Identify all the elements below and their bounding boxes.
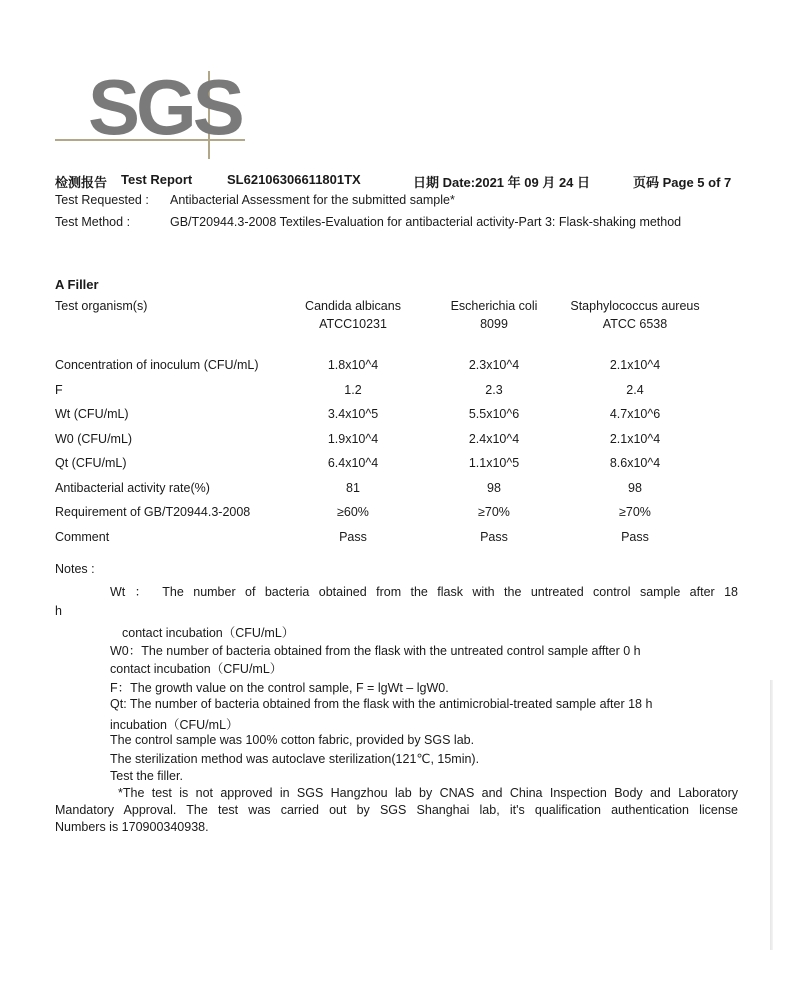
note-control: The control sample was 100% cotton fabric, provided by SGS lab.: [110, 733, 475, 747]
row-label: Comment: [55, 529, 110, 544]
note-approval-1: *The test is not approved in SGS Hangzhou lab by CNAS and China Inspection Body and Laboratory: [118, 786, 738, 800]
row-label: Qt (CFU/mL): [55, 456, 127, 470]
row-value: 2.3x10^4: [468, 358, 520, 372]
report-label-en: Test Report: [121, 172, 193, 187]
note-sterilization: The sterilization method was autoclave sterilization(121℃, 15min).: [110, 752, 480, 766]
row-label: Wt (CFU/mL): [55, 407, 129, 421]
note-w0-cont: contact incubation（CFU/mL）: [110, 662, 283, 676]
table-row: [55, 503, 708, 528]
organism-col-1: [280, 297, 426, 356]
table-row: [55, 528, 708, 553]
section-title: A Filler: [55, 277, 99, 292]
row-value: 2.4x10^4: [468, 431, 520, 446]
row-value: 81: [346, 480, 360, 495]
row-value: 2.1x10^4: [609, 358, 661, 372]
row-label: Concentration of inoculum (CFU/mL): [55, 358, 259, 372]
row-value: 2.1x10^4: [609, 431, 661, 446]
note-approval-2: Mandatory Approval. The test was carried out by SGS Shanghai lab, it's qualification authentication license: [55, 803, 738, 817]
note-wt: Wt ： The number of bacteria obtained from the flask with the untreated control sample after 18: [110, 585, 738, 599]
row-value: 1.8x10^4: [327, 358, 379, 372]
note-qt: Qt: The number of bacteria obtained from the flask with the antimicrobial-treated sample after 18 h: [110, 697, 653, 711]
row-value: 3.4x10^5: [327, 407, 379, 421]
row-value: 8.6x10^4: [609, 456, 661, 470]
note-wt-wrap: h: [55, 604, 62, 618]
table-row: [55, 381, 708, 406]
organism-name: Staphylococcus aureus: [570, 299, 700, 313]
row-label: F: [55, 382, 63, 397]
report-label-cn: 检测报告: [55, 175, 108, 190]
row-value: 5.5x10^6: [468, 407, 520, 421]
table-header-row: [55, 297, 708, 356]
row-value: 1.9x10^4: [327, 431, 379, 446]
row-value: 1.2: [344, 382, 362, 397]
table-row: [55, 405, 708, 430]
test-method-value: GB/T20944.3-2008 Textiles-Evaluation for antibacterial activity-Part 3: Flask-shaking method: [170, 215, 682, 229]
organism-strain: ATCC10231: [319, 317, 387, 331]
organism-col-3: [562, 297, 708, 356]
row-value: 6.4x10^4: [327, 456, 379, 470]
organism-col-2: [426, 297, 562, 356]
note-qt-cont: incubation（CFU/mL）: [110, 718, 239, 732]
organism-strain: ATCC 6538: [602, 317, 668, 331]
organism-name: Candida albicans: [305, 299, 401, 313]
row-value: ≥60%: [337, 505, 369, 519]
results-table: [55, 297, 708, 552]
row-value: ≥70%: [619, 505, 651, 519]
table-row: [55, 430, 708, 455]
sgs-logo: [55, 63, 241, 155]
row-value: 1.1x10^5: [468, 456, 520, 470]
row-value: 98: [487, 480, 501, 495]
table-row: [55, 479, 708, 504]
header-label: Test organism(s): [55, 299, 148, 313]
row-label: Antibacterial activity rate(%): [55, 480, 210, 495]
note-filler: Test the filler.: [110, 769, 183, 783]
notes-title: Notes :: [55, 562, 95, 576]
note-w0: W0：The number of bacteria obtained from the flask with the untreated control sample affter 0 h: [110, 644, 641, 658]
row-value: 2.3: [485, 382, 503, 397]
logo-wordmark: SGS: [88, 63, 241, 151]
report-date: 日期 Date:2021 年 09 月 24 日: [413, 175, 591, 190]
row-value: 2.4: [626, 382, 644, 397]
test-requested-value: Antibacterial Assessment for the submitted sample*: [170, 193, 455, 207]
organism-name: Escherichia coli: [450, 299, 538, 313]
row-label: Requirement of GB/T20944.3-2008: [55, 505, 251, 519]
report-number: SL62106306611801TX: [227, 172, 361, 187]
scan-edge-artifact: [770, 680, 773, 950]
row-value: 4.7x10^6: [609, 407, 661, 421]
row-value: ≥70%: [478, 505, 510, 519]
note-f: F：The growth value on the control sample, F = lgWt – lgW0.: [110, 681, 449, 695]
row-label: W0 (CFU/mL): [55, 431, 133, 446]
row-value: Pass: [621, 529, 649, 544]
organism-strain: 8099: [480, 317, 508, 331]
page-indicator: 页码 Page 5 of 7: [633, 175, 732, 190]
test-requested-label: Test Requested :: [55, 193, 149, 207]
row-value: Pass: [339, 529, 367, 544]
test-method-label: Test Method :: [55, 215, 131, 229]
table-row: [55, 454, 708, 479]
note-wt-cont: contact incubation（CFU/mL）: [122, 626, 295, 640]
row-value: Pass: [480, 529, 508, 544]
note-approval-3: Numbers is 170900340938.: [55, 820, 209, 834]
table-row: [55, 356, 708, 381]
row-value: 98: [628, 480, 642, 495]
